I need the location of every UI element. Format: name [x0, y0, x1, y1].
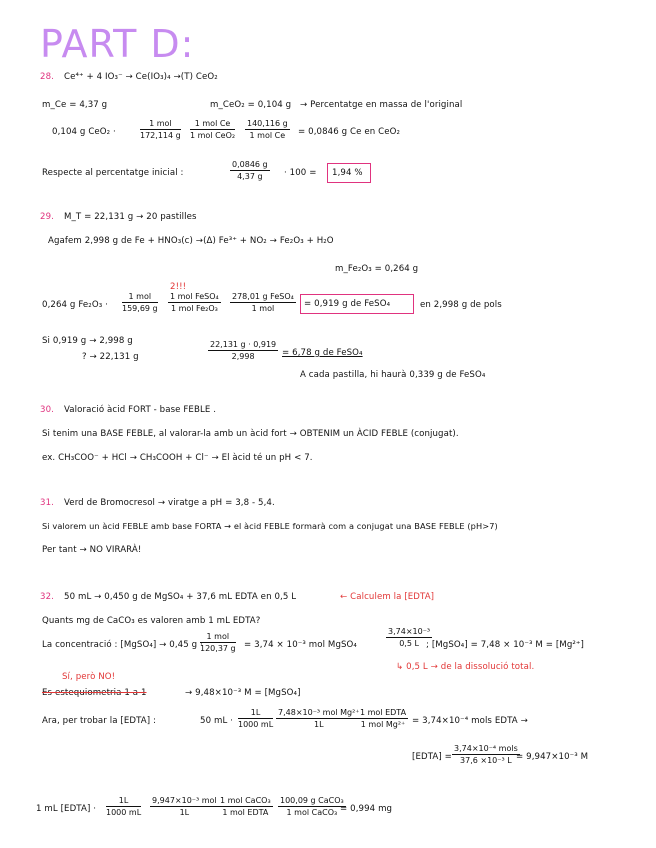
q29-agafem: Agafem 2,998 g de Fe + HNO₃(c) →(Δ) Fe³⁺ + NO₂ → Fe₂O₃ + H₂O — [48, 236, 334, 246]
q29-note: 2!!! — [170, 282, 187, 292]
q28-fraction-2: 1 mol Ce 1 mol CeO₂ — [190, 119, 236, 140]
q32-conc-res2: ; [MgSO₄] = 7,48 × 10⁻³ M = [Mg²⁺] — [426, 640, 585, 650]
q32-fraction-5: 1 mol EDTA 1 mol Mg²⁺ — [360, 708, 407, 729]
q31-line2: Per tant → NO VIRARÀ! — [42, 545, 142, 555]
q28-fraction-3: 140,116 g 1 mol Ce — [247, 119, 288, 140]
q29-si: Si 0,919 g → 2,998 g — [42, 336, 133, 346]
q29-result2: = 6,78 g de FeSO₄ — [282, 348, 363, 358]
q29-number: 29. — [40, 212, 54, 222]
q28-m-ce: m_Ce = 4,37 g — [42, 100, 108, 110]
q28-calc-start: 0,104 g CeO₂ · — [52, 127, 116, 137]
q32-strike: Es estequiometria 1 a 1 — [42, 688, 147, 698]
q28-fraction-4: $\frac{0,0846 g}{4,37 g}$ — [232, 160, 268, 181]
q29-fraction-1: 1 mol 159,69 g — [122, 292, 158, 313]
q32-fraction-7: $\frac{1L}{1000 mL}$ — [106, 796, 142, 817]
q32-fraction-2: $\frac{\text{3,74×10⁻³}}{0,5 L}$ — [388, 627, 431, 648]
q32-last-start: 1 mL [EDTA] · — [36, 804, 97, 814]
q32-ml: 50 mL · — [200, 716, 233, 726]
q32-strike-res: → 9,48×10⁻³ M = [MgSO₄] — [185, 688, 301, 698]
q32-fraction-9: 1 mol CaCO₃ 1 mol EDTA — [220, 796, 271, 817]
q28-number: 28. — [40, 72, 54, 82]
q29-fraction-3: 278,01 g FeSO₄ 1 mol — [232, 292, 294, 313]
q32-conc-res: = 3,74 × 10⁻³ mol MgSO₄ — [244, 640, 357, 650]
q29-result: = 0,919 g de FeSO₄ — [304, 299, 391, 309]
q31-head: Verd de Bromocresol → viratge a pH = 3,8 - 5,4. — [64, 498, 275, 508]
q30-head: Valoració àcid FORT - base FEBLE . — [64, 405, 217, 415]
page-title: PART D: — [40, 22, 195, 66]
q32-last-res: = 0,994 mg — [340, 804, 393, 814]
q32-ara-res: = 3,74×10⁻⁴ mols EDTA → — [412, 716, 528, 726]
q28-result: = 0,0846 g Ce en CeO₂ — [298, 127, 401, 137]
q32-fraction-10: 100,09 g CaCO₃ 1 mol CaCO₃ — [280, 796, 344, 817]
q28-reaction: Ce⁴⁺ + 4 IO₃⁻ → Ce(IO₃)₄ →(T) CeO₂ — [64, 72, 218, 82]
q29-fraction-4: $\frac{22,131 g \cdot 0,919}{2,998}$ — [210, 340, 277, 361]
q32-edta: [EDTA] = — [412, 752, 452, 762]
q30-number: 30. — [40, 405, 54, 415]
q29-mt: M_T = 22,131 g → 20 pastilles — [64, 212, 197, 222]
q29-m-fe2o3: m_Fe₂O₃ = 0,264 g — [335, 264, 419, 274]
q32-note1: ↳ 0,5 L → de la dissolució total. — [396, 662, 535, 672]
q29-conclusion: A cada pastilla, hi haurà 0,339 g de FeSO₄ — [300, 370, 486, 380]
q29-fraction-2: 1 mol FeSO₄ 1 mol Fe₂O₃ — [170, 292, 219, 313]
q32-fraction-1: 1 mol 120,37 g — [200, 632, 236, 653]
q28-fraction-1: 1 mol 172,114 g — [140, 119, 181, 140]
q28-respect: Respecte al percentatge inicial : — [42, 168, 184, 178]
q29-en: en 2,998 g de pols — [420, 300, 502, 310]
q32-fraction-8: 9,947×10⁻³ mol 1L — [152, 796, 217, 817]
q28-times: · 100 = — [284, 168, 317, 178]
q32-line1: Quants mg de CaCO₃ es valoren amb 1 mL EDTA? — [42, 616, 261, 626]
q31-number: 31. — [40, 498, 54, 508]
q28-m-ceo2: m_CeO₂ = 0,104 g — [210, 100, 292, 110]
q32-note0: ← Calculem la [EDTA] — [340, 592, 435, 602]
q32-fraction-6: 3,74×10⁻⁴ mols 37,6 ×10⁻³ L — [454, 744, 518, 765]
q31-line1: Si valorem un àcid FEBLE amb base FORTA → el àcid FEBLE formarà com a conjugat una BASE FEBLE (pH>7) — [42, 521, 498, 531]
q32-conc: La concentració : [MgSO₄] → 0,45 g · — [42, 640, 203, 650]
q28-arrow-text: → Percentatge en massa de l'original — [300, 100, 463, 110]
q32-fraction-3: $\frac{1L}{1000 mL}$ — [238, 708, 274, 729]
q32-line0: 50 mL → 0,450 g de MgSO₄ + 37,6 mL EDTA en 0,5 L — [64, 592, 297, 602]
q29-q: ? → 22,131 g — [82, 352, 139, 362]
q30-line2: ex. CH₃COO⁻ + HCl → CH₃COOH + Cl⁻ → El àcid té un pH < 7. — [42, 453, 313, 463]
q32-number: 32. — [40, 592, 54, 602]
q32-fraction-4: 7,48×10⁻³ mol Mg²⁺ 1L — [278, 708, 360, 729]
q32-edta-res: = 9,947×10⁻³ M — [516, 752, 589, 762]
q30-line1: Si tenim una BASE FEBLE, al valorar-la amb un àcid fort → OBTENIM un ÀCID FEBLE (conjugat). — [42, 429, 459, 439]
q32-no: Sí, però NO! — [62, 672, 116, 682]
q28-answer: 1,94 % — [332, 168, 363, 178]
q32-ara: Ara, per trobar la [EDTA] : — [42, 716, 157, 726]
q29-calc-start: 0,264 g Fe₂O₃ · — [42, 300, 108, 310]
